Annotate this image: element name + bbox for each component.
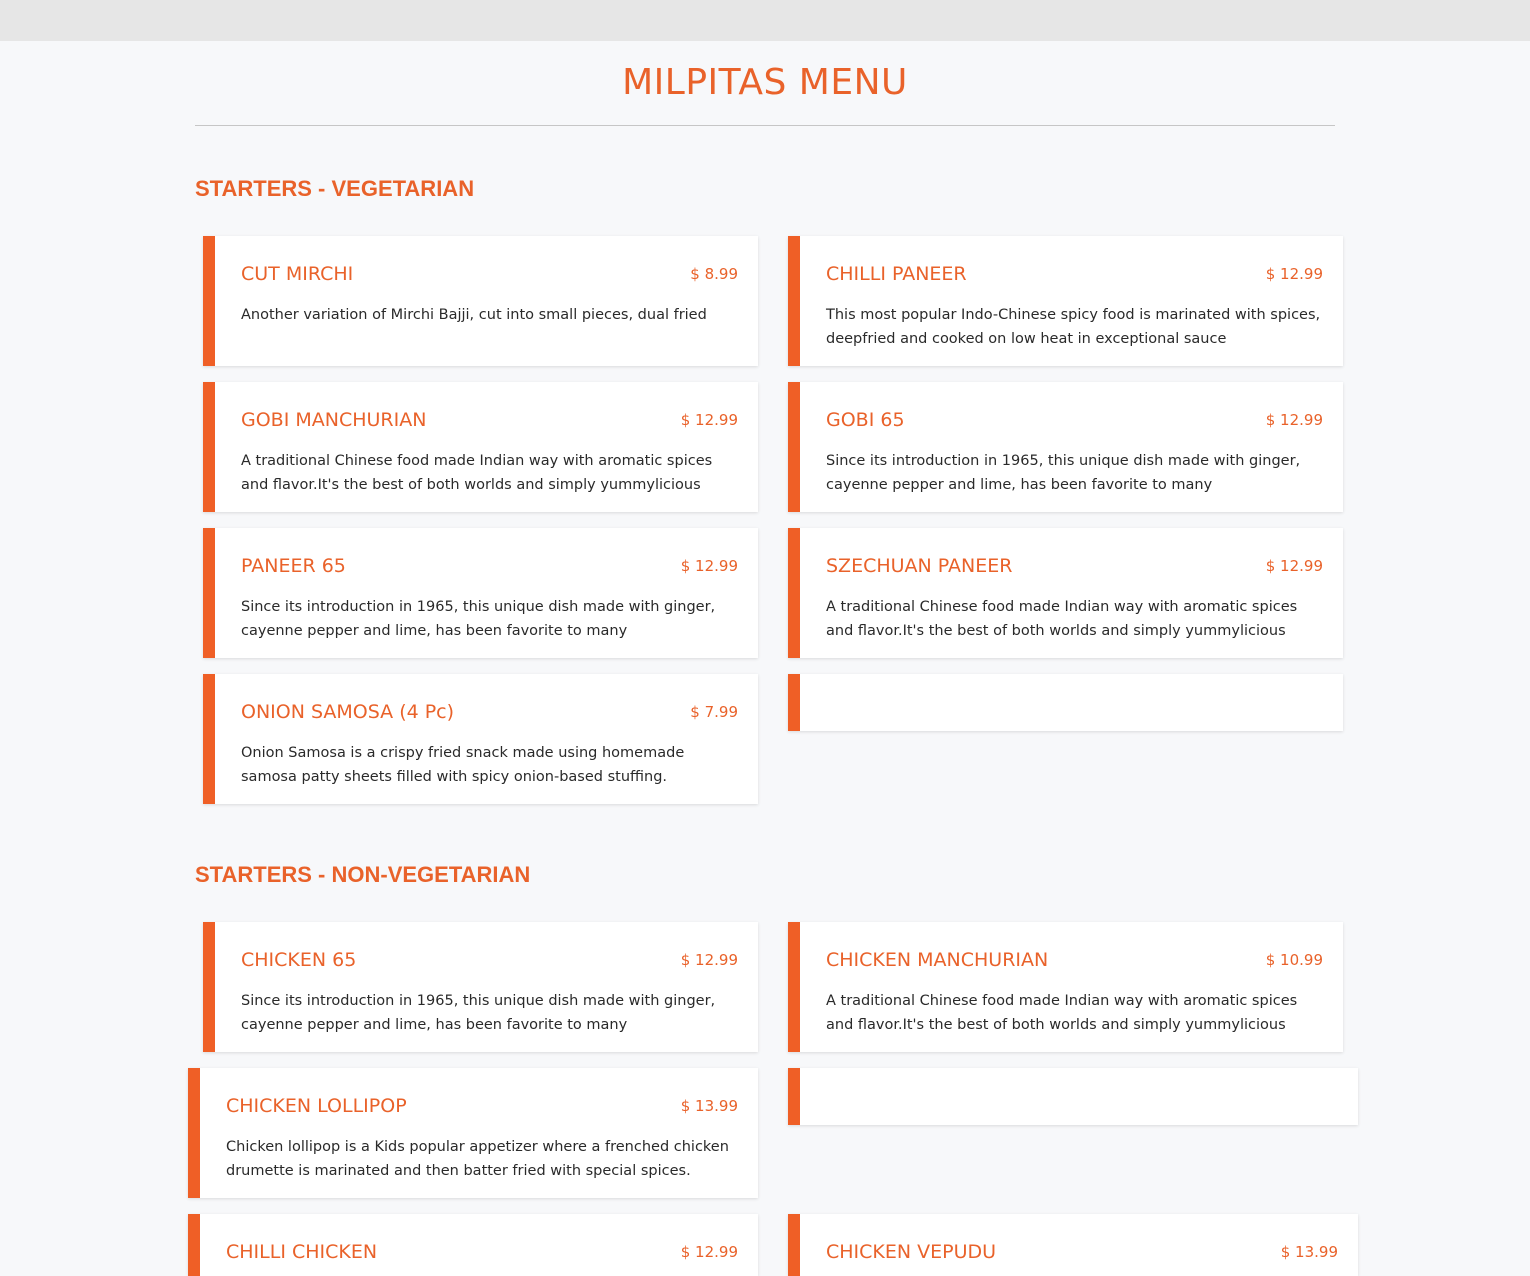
page-title: MILPITAS MENU — [622, 62, 908, 103]
menu-item-card[interactable] — [203, 528, 758, 658]
menu-item-name: GOBI MANCHURIAN — [241, 409, 427, 431]
section-heading-non-vegetarian: STARTERS - NON-VEGETARIAN — [195, 862, 531, 887]
menu-item-name: CHICKEN VEPUDU — [826, 1241, 997, 1263]
menu-item-name: CUT MIRCHI — [241, 263, 354, 285]
menu-item-card[interactable] — [788, 528, 1343, 658]
menu-item-card[interactable] — [788, 236, 1343, 366]
menu-item-price: $ 7.99 — [690, 703, 738, 721]
title-divider — [195, 125, 1335, 126]
menu-item-price: $ 12.99 — [1265, 265, 1323, 283]
menu-item-description: Since its introduction in 1965, this unique dish made with ginger, cayenne pepper and lime, has been favorite to many — [241, 993, 716, 1033]
menu-item-description: Onion Samosa is a crispy fried snack made using homemade samosa patty sheets filled with spicy onion-based stuffing. — [241, 745, 685, 785]
menu-item-description: Another variation of Mirchi Bajji, cut into small pieces, dual fried — [241, 307, 707, 323]
menu-item-card[interactable] — [788, 1214, 1358, 1276]
menu-item-price: $ 12.99 — [680, 951, 738, 969]
menu-item-name: SZECHUAN PANEER — [826, 555, 1013, 577]
menu-item-description: This most popular Indo-Chinese spicy food is marinated with spices, deepfried and cooked on low heat in exceptional sauce — [826, 307, 1321, 347]
menu-item-card[interactable] — [188, 1068, 758, 1198]
menu-item-card[interactable] — [203, 236, 758, 366]
empty-card-placeholder — [788, 674, 1343, 731]
menu-item-card[interactable] — [188, 1214, 758, 1276]
menu-item-price: $ 12.99 — [1265, 557, 1323, 575]
empty-card-placeholder — [788, 1068, 1358, 1125]
menu-item-description: A traditional Chinese food made Indian way with aromatic spices and flavor.It's the best of both worlds and simply yummylicious — [826, 993, 1298, 1033]
menu-item-name: PANEER 65 — [241, 555, 346, 577]
menu-item-card[interactable] — [203, 922, 758, 1052]
section-heading-vegetarian: STARTERS - VEGETARIAN — [195, 176, 475, 201]
menu-item-description: Chicken lollipop is a Kids popular appetizer where a frenched chicken drumette is marinated and then batter fried with special spices. — [226, 1139, 729, 1179]
menu-item-price: $ 12.99 — [680, 411, 738, 429]
menu-item-price: $ 12.99 — [680, 1243, 738, 1261]
menu-item-price: $ 10.99 — [1265, 951, 1323, 969]
menu-item-price: $ 12.99 — [1265, 411, 1323, 429]
menu-item-name: CHICKEN MANCHURIAN — [826, 949, 1049, 971]
top-bar — [0, 0, 1530, 41]
menu-item-card[interactable] — [203, 674, 758, 804]
menu-item-card[interactable] — [788, 382, 1343, 512]
menu-item-name: CHILLI PANEER — [826, 263, 967, 285]
menu-item-price: $ 13.99 — [1280, 1243, 1338, 1261]
menu-item-card[interactable] — [203, 382, 758, 512]
menu-item-name: CHILLI CHICKEN — [226, 1241, 378, 1263]
menu-item-description: Since its introduction in 1965, this unique dish made with ginger, cayenne pepper and lime, has been favorite to many — [241, 599, 716, 639]
menu-item-description: A traditional Chinese food made Indian way with aromatic spices and flavor.It's the best of both worlds and simply yummylicious — [826, 599, 1298, 639]
menu-item-card[interactable] — [788, 922, 1343, 1052]
menu-item-price: $ 12.99 — [680, 557, 738, 575]
menu-item-price: $ 8.99 — [690, 265, 738, 283]
menu-item-description: A traditional Chinese food made Indian way with aromatic spices and flavor.It's the best of both worlds and simply yummylicious — [241, 453, 713, 493]
menu-item-price: $ 13.99 — [680, 1097, 738, 1115]
menu-item-name: GOBI 65 — [826, 409, 905, 431]
menu-item-name: CHICKEN LOLLIPOP — [226, 1095, 407, 1117]
menu-item-name: CHICKEN 65 — [241, 949, 357, 971]
menu-item-name: ONION SAMOSA (4 Pc) — [241, 701, 455, 723]
menu-item-description: Since its introduction in 1965, this unique dish made with ginger, cayenne pepper and lime, has been favorite to many — [826, 453, 1301, 493]
